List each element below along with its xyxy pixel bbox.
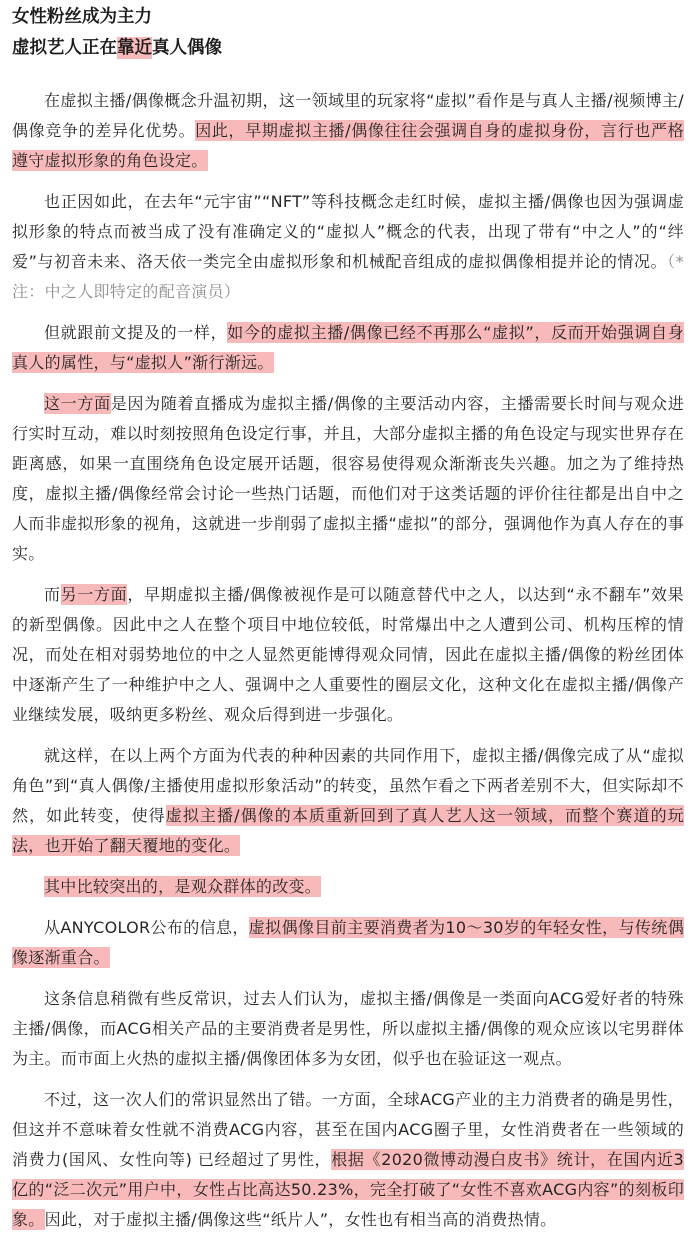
highlighted-text: 其中比较突出的，是观众群体的改变。 <box>44 877 322 896</box>
paragraph-text: 而 <box>44 585 61 604</box>
paragraph-8 <box>12 913 684 973</box>
article-subheading <box>12 33 684 64</box>
paragraph-text: 从ANYCOLOR公布的信息， <box>44 918 249 937</box>
paragraph-text: 也正因如此，在去年“元宇宙”“NFT”等科技概念走红时候，虚拟主播/偶像也因为强调虚拟形象的特点而被当成了没有准确定义的“虚拟人”概念的代表，出现了带有“中之人”的“绊爱”与初音未来、洛天依一类完全由虚拟形象和机械配音组成的虚拟偶像相提并论的情况。 <box>12 192 684 271</box>
paragraph-7 <box>12 872 684 902</box>
paragraph-text: 是因为随着直播成为虚拟主播/偶像的主要活动内容，主播需要长时间与观众进行实时互动，难以时刻按照角色设定行事，并且，大部分虚拟主播的角色设定与现实世界存在距离感，如果一直围绕角色设定展开话题，很容易使得观众渐渐丧失兴趣。加之为了维持热度，虚拟主播/偶像经常会讨论一些热门话题，而他们对于这类话题的评价往往都是出自中之人而非虚拟形象的视角，这就进一步削弱了虚拟主播“虚拟”的部分，强调他作为真人存在的事实。 <box>12 394 684 563</box>
highlighted-text: 另一方面 <box>60 585 128 604</box>
paragraph-text: 因此，对于虚拟主播/偶像这些“纸片人”，女性也有相当高的消费热情。 <box>44 1210 557 1229</box>
section-heading: 女性粉丝成为主力 <box>12 7 152 27</box>
highlighted-text: 根据《2020微博动漫白皮书》统计，在国内近3亿的“泛二次元”用户中，女性占比高达50.23%，完全打破了“女性不喜欢ACG内容”的刻板印象。 <box>12 1150 684 1229</box>
paragraph-9 <box>12 984 684 1074</box>
highlighted-text: 虚拟偶像目前主要消费者为10～30岁的年轻女性，与传统偶像逐渐重合。 <box>12 918 684 967</box>
subheading-text: 真人偶像 <box>152 38 222 58</box>
highlighted-text: 因此，早期虚拟主播/偶像往往会强调自身的虚拟身份，言行也严格遵守虚拟形象的角色设定。 <box>12 121 684 170</box>
paragraph-text: 在虚拟主播/偶像概念升温初期，这一领域里的玩家将“虚拟”看作是与真人主播/视频博主/偶像竞争的差异化优势。 <box>12 91 684 140</box>
highlighted-text: 虚拟主播/偶像的本质重新回到了真人艺人这一领域，而整个赛道的玩法，也开始了翻天覆地的变化。 <box>12 806 684 855</box>
paragraph-5 <box>12 580 684 730</box>
footnote-text: （*注：中之人即特定的配音演员） <box>12 252 684 301</box>
highlighted-text: 如今的虚拟主播/偶像已经不再那么“虚拟”，反而开始强调自身真人的属性，与“虚拟人”渐行渐远。 <box>12 323 684 372</box>
paragraph-1 <box>12 86 684 176</box>
paragraph-10 <box>12 1085 684 1235</box>
paragraph-text: ，早期虚拟主播/偶像被视作是可以随意替代中之人，以达到“永不翻车”效果的新型偶像。因此中之人在整个项目中地位较低，时常爆出中之人遭到公司、机构压榨的情况，而处在相对弱势地位的中之人显然更能博得观众同情，因此在虚拟主播/偶像的粉丝团体中逐渐产生了一种维护中之人、强调中之人重要性的圈层文化，这种文化在虚拟主播/偶像产业继续发展，吸纳更多粉丝、观众后得到进一步强化。 <box>12 585 684 724</box>
paragraph-text: 但就跟前文提及的一样， <box>44 323 228 342</box>
paragraph-3 <box>12 318 684 378</box>
paragraph-6 <box>12 741 684 861</box>
highlighted-text: 这一方面 <box>44 394 111 413</box>
paragraph-4 <box>12 389 684 569</box>
paragraph-2 <box>12 187 684 307</box>
paragraph-text: 这条信息稍微有些反常识，过去人们认为，虚拟主播/偶像是一类面向ACG爱好者的特殊主播/偶像，而ACG相关产品的主要消费者是男性，所以虚拟主播/偶像的观众应该以宅男群体为主。而市面上火热的虚拟主播/偶像团体多为女团，似乎也在验证这一观点。 <box>12 989 684 1068</box>
subheading-text: 虚拟艺人正在 <box>12 38 117 58</box>
subheading-highlight: 靠近 <box>117 38 152 58</box>
paragraph-text: 不过，这一次人们的常识显然出了错。一方面，全球ACG产业的主力消费者的确是男性，但这并不意味着女性就不消费ACG内容，甚至在国内ACG圈子里，女性消费者在一些领域的消费力(国风、女性向等) 已经超过了男性， <box>12 1090 684 1169</box>
title-spacer <box>12 64 684 86</box>
paragraph-text: 就这样，在以上两个方面为代表的种种因素的共同作用下，虚拟主播/偶像完成了从“虚拟角色”到“真人偶像/主播使用虚拟形象活动”的转变，虽然乍看之下两者差别不大，但实际却不然，如此转变，使得 <box>12 746 684 825</box>
